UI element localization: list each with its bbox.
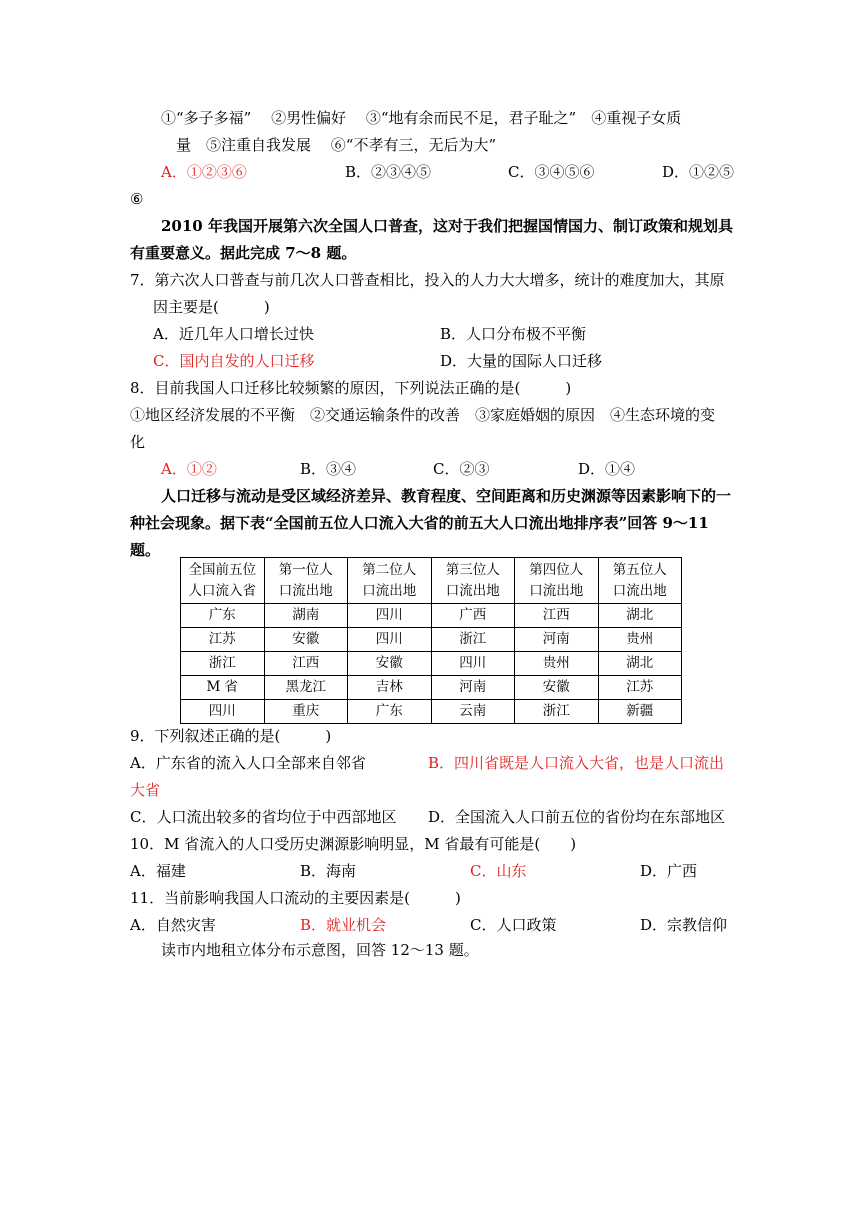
table-header-cell bbox=[348, 558, 432, 604]
q7-option-c: C．国内自发的人口迁移 bbox=[153, 352, 315, 370]
table-cell: 湖南 bbox=[264, 604, 348, 628]
table-cell: 安徽 bbox=[515, 676, 599, 700]
table-row bbox=[181, 700, 682, 724]
intro-9-11-line2: 种社会现象。据下表“全国前五位人口流入大省的前五大人口流出地排序表”回答 9～11 bbox=[130, 514, 709, 532]
q8-stem: 8．目前我国人口迁移比较频繁的原因，下列说法正确的是( ) bbox=[130, 379, 572, 397]
intro-7-8-line1: 2010 年我国开展第六次全国人口普查，这对于我们把握国情国力、制订政策和规划具 bbox=[161, 217, 733, 235]
table-cell: 湖北 bbox=[598, 604, 682, 628]
q10-option-c: C．山东 bbox=[470, 862, 527, 880]
table-cell: 江苏 bbox=[181, 628, 265, 652]
table-cell: M 省 bbox=[181, 676, 265, 700]
header-text: 第二位人 bbox=[362, 561, 417, 578]
header-text: 第五位人 bbox=[612, 561, 667, 578]
q10-option-a: A．福建 bbox=[130, 862, 186, 880]
q9-options-row2 bbox=[0, 807, 860, 827]
table-cell: 贵州 bbox=[515, 652, 599, 676]
table-cell: 浙江 bbox=[181, 652, 265, 676]
table-cell: 河南 bbox=[431, 676, 515, 700]
q8-options bbox=[0, 459, 860, 479]
header-text: 口流出地 bbox=[362, 582, 417, 599]
header-text: 口流出地 bbox=[529, 582, 584, 599]
table-row bbox=[181, 676, 682, 700]
q8-items-line2: 化 bbox=[130, 433, 146, 451]
q10-option-b: B．海南 bbox=[300, 862, 357, 880]
q8-option-b: B．③④ bbox=[300, 460, 357, 478]
q9-option-b: B．四川省既是人口流入大省，也是人口流出 bbox=[428, 754, 725, 772]
header-text: 第一位人 bbox=[278, 561, 333, 578]
intro-9-11-line3: 题。 bbox=[130, 541, 161, 559]
table-cell: 黑龙江 bbox=[264, 676, 348, 700]
q8-items-line1: ①地区经济发展的不平衡 ②交通运输条件的改善 ③家庭婚姻的原因 ④生态环境的变 bbox=[130, 406, 716, 424]
table-cell: 江苏 bbox=[598, 676, 682, 700]
table-row bbox=[181, 652, 682, 676]
q9-option-c: C．人口流出较多的省均位于中西部地区 bbox=[130, 808, 397, 826]
q6-option-c: C．③④⑤⑥ bbox=[508, 163, 595, 181]
q9-option-d: D．全国流入人口前五位的省份均在东部地区 bbox=[428, 808, 726, 826]
intro-9-11-line1: 人口迁移与流动是受区域经济差异、教育程度、空间距离和历史渊源等因素影响下的一 bbox=[161, 487, 732, 505]
q11-options bbox=[0, 915, 860, 935]
header-text: 口流出地 bbox=[278, 582, 333, 599]
table-header-cell bbox=[181, 558, 265, 604]
q9-option-b-wrap: 大省 bbox=[130, 781, 161, 799]
table-header-cell bbox=[515, 558, 599, 604]
header-text: 第四位人 bbox=[529, 561, 584, 578]
q10-options bbox=[0, 861, 860, 881]
q7-option-b: B．人口分布极不平衡 bbox=[440, 325, 587, 343]
q6-option-a: A．①②③⑥ bbox=[161, 163, 247, 181]
q8-option-a: A．①② bbox=[161, 460, 217, 478]
table-cell: 浙江 bbox=[431, 628, 515, 652]
q11-option-c: C．人口政策 bbox=[470, 916, 557, 934]
q9-stem: 9．下列叙述正确的是( ) bbox=[130, 727, 332, 745]
table-cell: 贵州 bbox=[598, 628, 682, 652]
table-cell: 广东 bbox=[348, 700, 432, 724]
q9-options-row1 bbox=[0, 753, 860, 773]
table-row bbox=[181, 604, 682, 628]
table-cell: 四川 bbox=[181, 700, 265, 724]
table-header-cell bbox=[264, 558, 348, 604]
table-cell: 四川 bbox=[348, 604, 432, 628]
table-cell: 四川 bbox=[431, 652, 515, 676]
table-header-cell bbox=[431, 558, 515, 604]
q11-option-a: A．自然灾害 bbox=[130, 916, 216, 934]
q6-items-line1: ①“多子多福” ②男性偏好 ③“地有余而民不足，君子耻之” ④重视子女质 bbox=[161, 109, 682, 127]
table-cell: 安徽 bbox=[264, 628, 348, 652]
intro-12-13: 读市内地租立体分布示意图，回答 12～13 题。 bbox=[161, 941, 479, 959]
q10-option-d: D．广西 bbox=[640, 862, 698, 880]
table-cell: 四川 bbox=[348, 628, 432, 652]
table-cell: 云南 bbox=[431, 700, 515, 724]
header-text: 口流出地 bbox=[612, 582, 667, 599]
table-cell: 浙江 bbox=[515, 700, 599, 724]
q6-option-b: B．②③④⑤ bbox=[345, 163, 432, 181]
q7-options-row2 bbox=[0, 351, 860, 371]
header-text: 第三位人 bbox=[445, 561, 500, 578]
q7-option-d: D．大量的国际人口迁移 bbox=[440, 352, 603, 370]
table-cell: 广西 bbox=[431, 604, 515, 628]
q7-options-row1 bbox=[0, 324, 860, 344]
table-row bbox=[181, 628, 682, 652]
table-cell: 新疆 bbox=[598, 700, 682, 724]
q11-option-d: D．宗教信仰 bbox=[640, 916, 728, 934]
population-flow-table bbox=[180, 557, 682, 724]
header-text: 全国前五位 bbox=[188, 561, 256, 578]
table-cell: 广东 bbox=[181, 604, 265, 628]
table-cell: 湖北 bbox=[598, 652, 682, 676]
table-header-row bbox=[181, 558, 682, 604]
table-cell: 河南 bbox=[515, 628, 599, 652]
q7-option-a: A．近几年人口增长过快 bbox=[153, 325, 314, 343]
q10-stem: 10．M 省流入的人口受历史渊源影响明显，M 省最有可能是( ) bbox=[130, 835, 577, 853]
intro-7-8-line2: 有重要意义。据此完成 7～8 题。 bbox=[130, 244, 357, 262]
q6-items-line2: 量 ⑤注重自我发展 ⑥“不孝有三，无后为大” bbox=[176, 136, 497, 154]
q6-options bbox=[0, 162, 860, 182]
header-text: 口流出地 bbox=[445, 582, 500, 599]
q7-stem-line1: 7．第六次人口普查与前几次人口普查相比，投入的人力大大增多，统计的难度加大，其原 bbox=[130, 271, 725, 289]
table-cell: 重庆 bbox=[264, 700, 348, 724]
q9-option-a: A．广东省的流入人口全部来自邻省 bbox=[130, 754, 366, 772]
table-header-cell bbox=[598, 558, 682, 604]
q8-option-d: D．①④ bbox=[578, 460, 636, 478]
q7-stem-line2: 因主要是( ) bbox=[153, 298, 270, 316]
q8-option-c: C．②③ bbox=[433, 460, 490, 478]
table-cell: 安徽 bbox=[348, 652, 432, 676]
q6-option-d-wrap: ⑥ bbox=[130, 190, 144, 208]
q11-option-b: B．就业机会 bbox=[300, 916, 387, 934]
q6-option-d: D．①②⑤ bbox=[662, 163, 735, 181]
q11-stem: 11．当前影响我国人口流动的主要因素是( ) bbox=[130, 889, 461, 907]
table-cell: 吉林 bbox=[348, 676, 432, 700]
header-text: 人口流入省 bbox=[188, 582, 256, 599]
table-cell: 江西 bbox=[264, 652, 348, 676]
table-cell: 江西 bbox=[515, 604, 599, 628]
